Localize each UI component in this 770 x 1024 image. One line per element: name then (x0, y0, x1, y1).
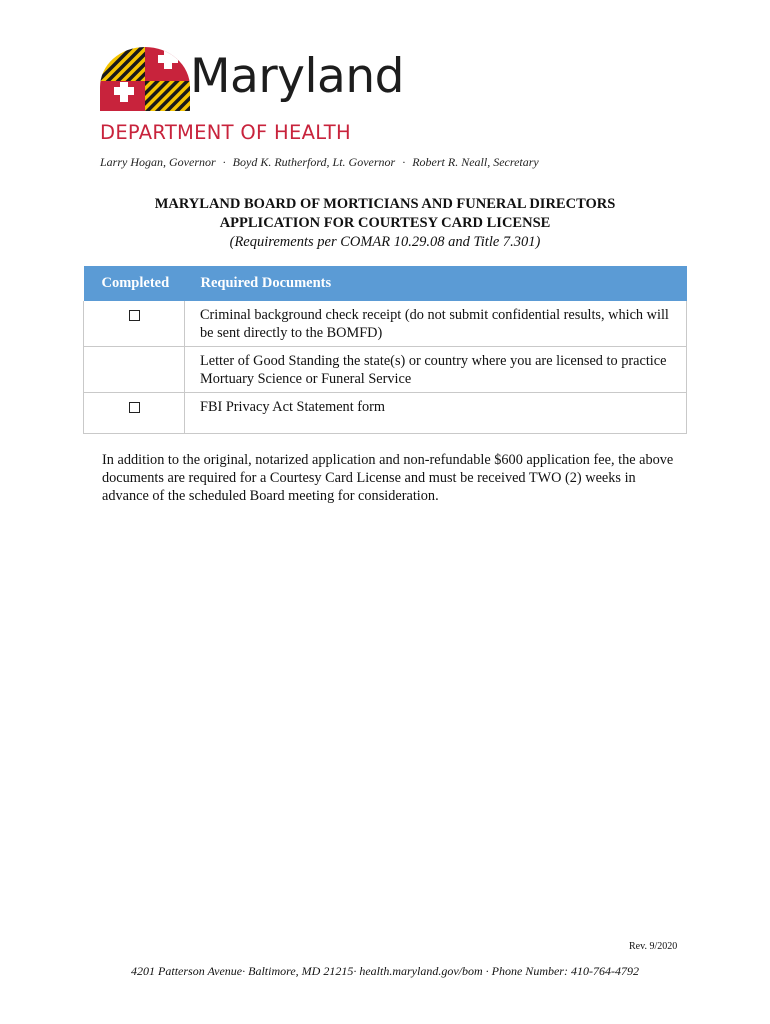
governor: Larry Hogan, Governor (100, 155, 216, 169)
table-row (84, 347, 687, 393)
footer-address: 4201 Patterson Avenue· Baltimore, MD 21215· health.maryland.gov/bom · Phone Number: 410-764-4792 (131, 964, 639, 978)
completed-cell (84, 347, 185, 393)
table-header-row (84, 266, 687, 301)
maryland-flag-icon (100, 47, 190, 111)
title-board: MARYLAND BOARD OF MORTICIANS AND FUNERAL DIRECTORS (154, 196, 616, 212)
secretary: Robert R. Neall, Secretary (412, 155, 539, 169)
document-title-block (0, 195, 770, 252)
checkbox[interactable] (129, 310, 140, 321)
document-cell: Criminal background check receipt (do not submit confidential results, which will be sent directly to the BOMFD) (185, 301, 687, 347)
header-completed: Completed (84, 266, 185, 301)
officials-line (100, 155, 539, 170)
requirements-table (83, 266, 687, 434)
instructions-paragraph: In addition to the original, notarized application and non-refundable $600 application fee, the above documents are required for a Courtesy Card License and must be received TWO (2) weeks in advance of the scheduled Board meeting for consideration. (102, 452, 674, 505)
document-cell: FBI Privacy Act Statement form (185, 393, 687, 434)
brand-name: Maryland (190, 49, 404, 104)
revision-date: Rev. 9/2020 (629, 941, 678, 952)
table-row (84, 301, 687, 347)
checkbox[interactable] (129, 402, 140, 413)
title-application: APPLICATION FOR COURTESY CARD LICENSE (219, 215, 551, 231)
lt-governor: Boyd K. Rutherford, Lt. Governor (232, 155, 396, 169)
completed-cell (84, 301, 185, 347)
title-requirements: (Requirements per COMAR 10.29.08 and Title 7.301) (229, 234, 541, 250)
separator: · (222, 155, 226, 169)
maryland-health-logo (100, 47, 440, 147)
separator: · (402, 155, 406, 169)
document-cell: Letter of Good Standing the state(s) or country where you are licensed to practice Mortuary Science or Funeral Service (185, 347, 687, 393)
header-required-documents: Required Documents (185, 266, 687, 301)
completed-cell (84, 393, 185, 434)
table-row (84, 393, 687, 434)
brand-department: DEPARTMENT OF HEALTH (100, 121, 351, 144)
